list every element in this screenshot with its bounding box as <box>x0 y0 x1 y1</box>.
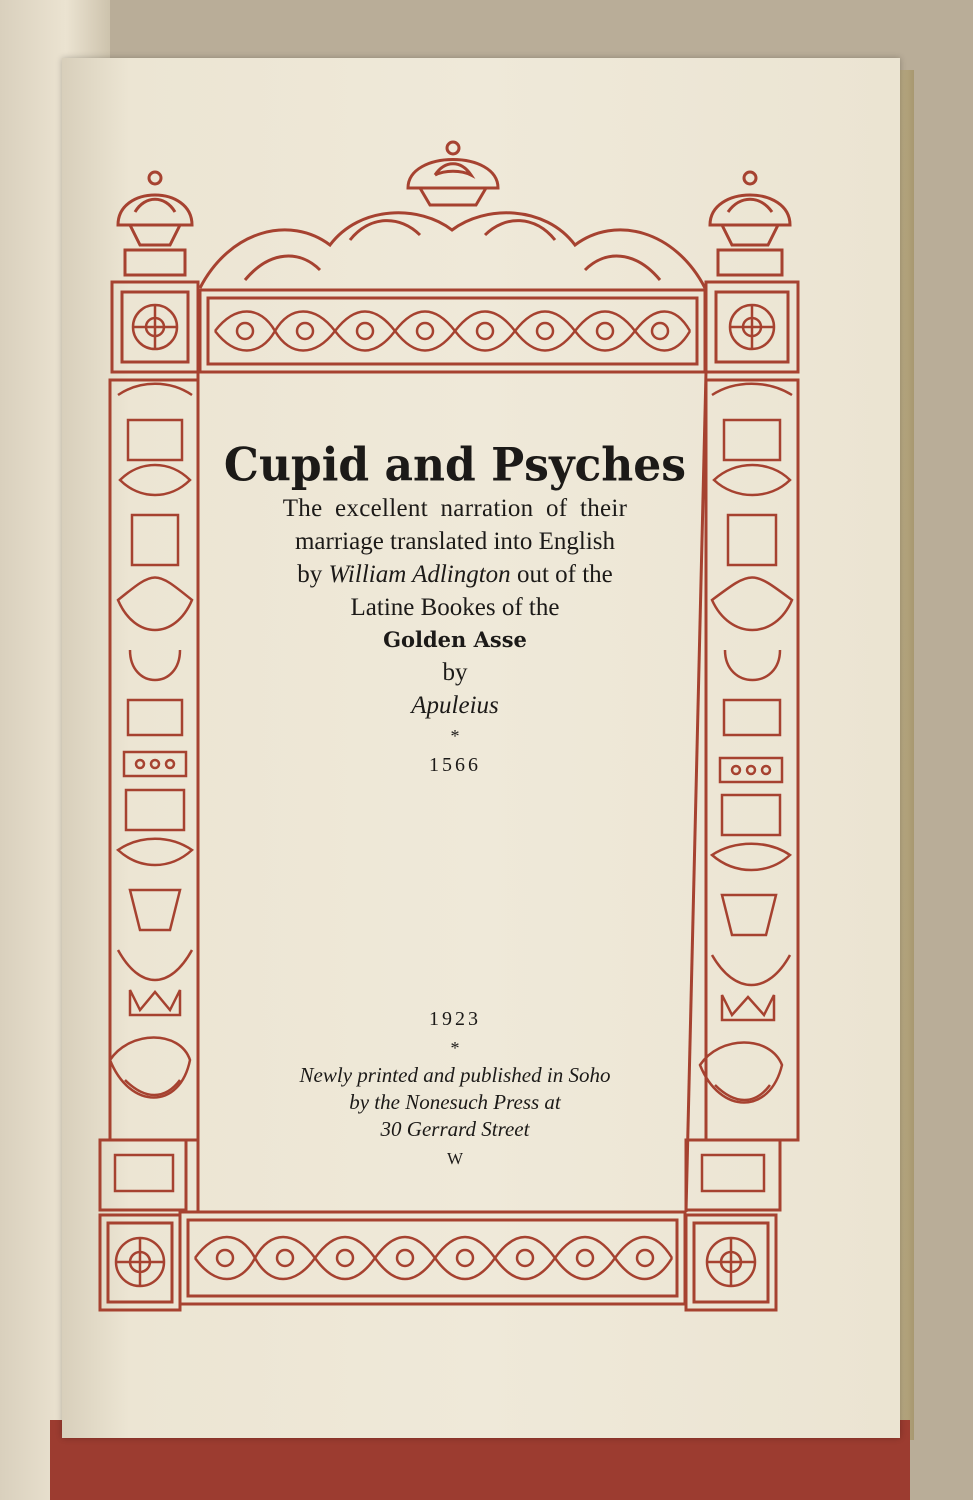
top-crest <box>118 142 790 288</box>
translator-name: William Adlington <box>328 561 511 588</box>
translator-suffix: out of the <box>516 561 613 588</box>
title-text-block <box>205 440 705 780</box>
subtitle-line-2: marriage translated into English <box>294 528 616 555</box>
author-name: Apuleius <box>411 692 499 719</box>
imprint-line-1: Newly printed and published in Soho <box>299 1063 611 1087</box>
source-work: Golden Asse <box>383 627 527 652</box>
bottom-scrollwork <box>195 1237 672 1279</box>
imprint-line-2: by the Nonesuch Press at <box>349 1090 561 1114</box>
subtitle-line-4: Latine Bookes of the <box>350 594 560 621</box>
original-year: 1566 <box>429 754 481 776</box>
subtitle-line-1: The excellent narration of their <box>282 495 628 522</box>
translator-line <box>205 558 705 591</box>
imprint-line-3: 30 Gerrard Street <box>380 1117 530 1141</box>
star-ornament: * <box>450 726 460 746</box>
top-scrollwork <box>215 312 690 351</box>
printer-mark: W <box>446 1149 464 1168</box>
edition-year: 1923 <box>429 1008 481 1030</box>
by-line: by <box>442 659 468 686</box>
page-title: Cupid and Psyches <box>223 438 687 493</box>
translator-prefix: by <box>297 561 323 588</box>
imprint-block <box>225 1004 685 1175</box>
imprint-star-ornament: * <box>450 1038 460 1058</box>
